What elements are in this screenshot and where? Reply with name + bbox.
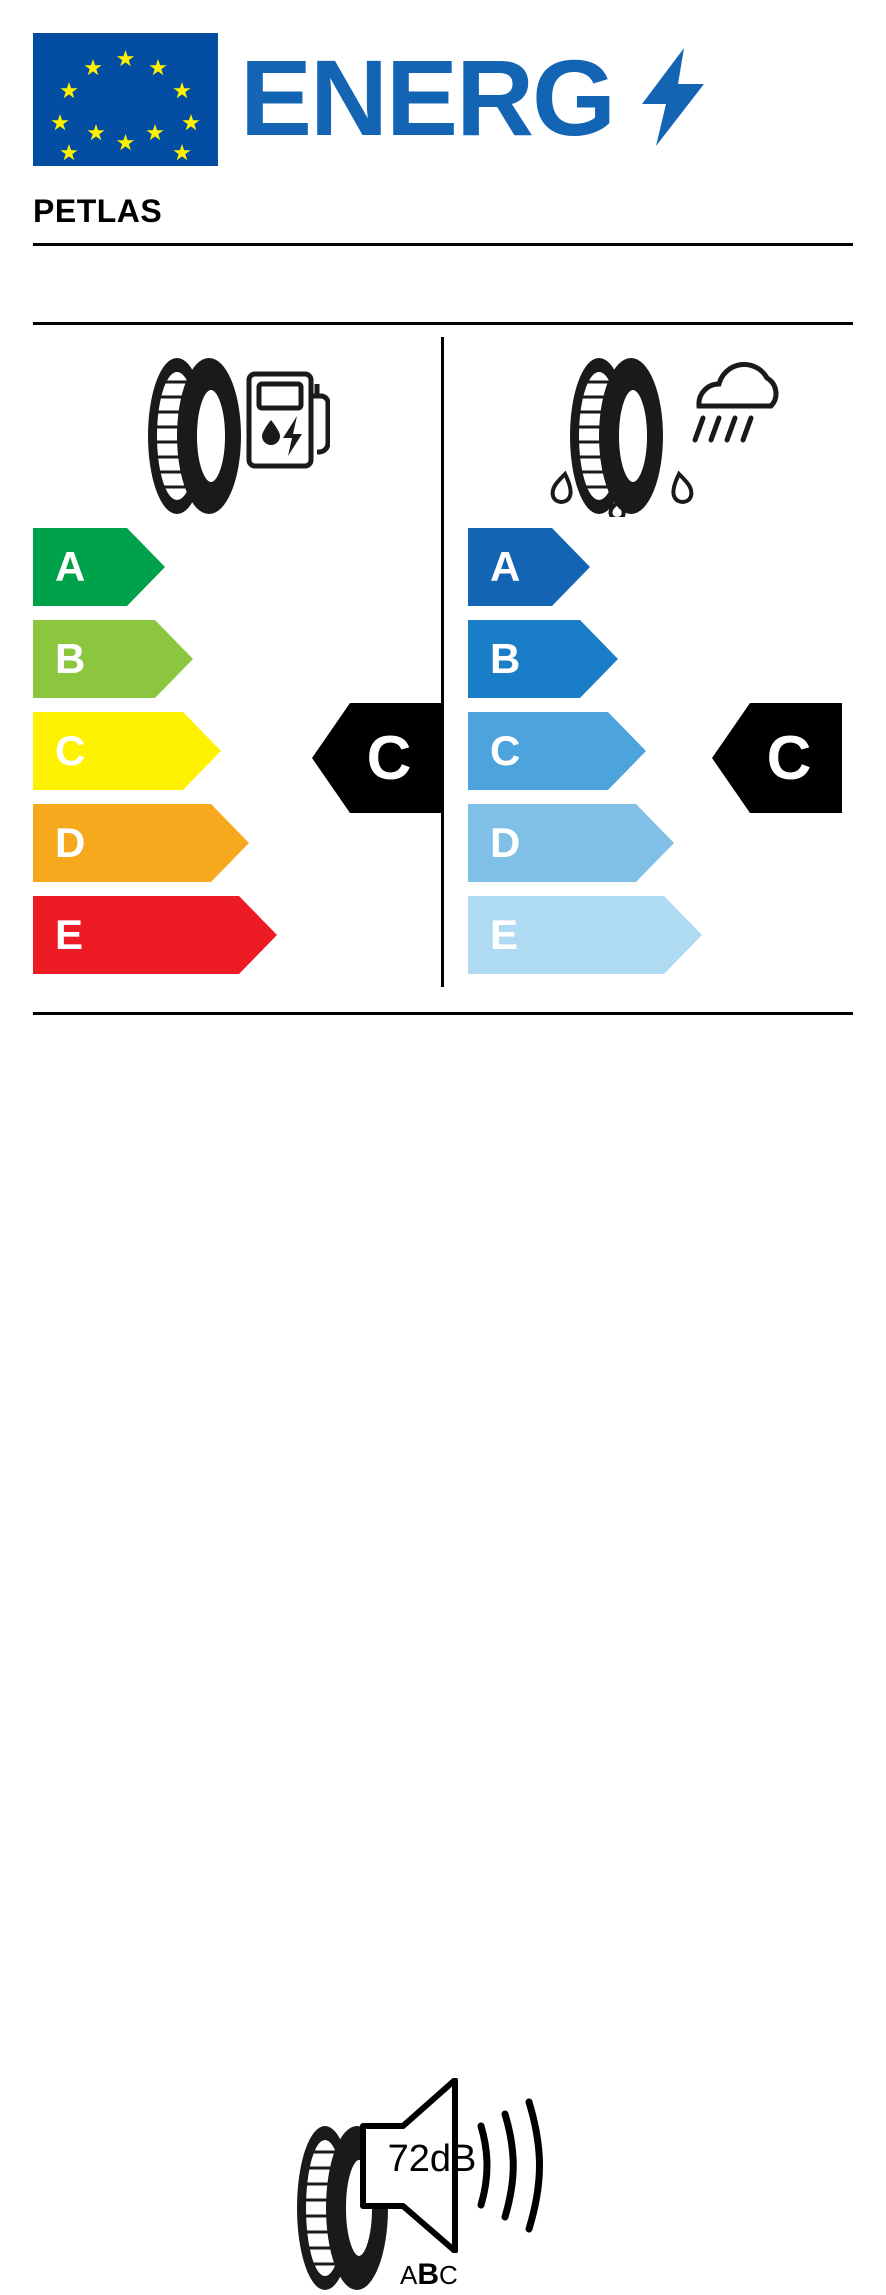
grade-letter-d: D [55, 819, 86, 866]
eu-flag [33, 33, 218, 166]
lightning-bolt-icon [642, 48, 704, 146]
noise-class-c: C [439, 2260, 458, 2290]
eu-stars-icon [33, 33, 218, 166]
noise-class-scale [400, 2258, 458, 2292]
grade-letter-e: E [55, 911, 84, 958]
noise-db-value: 72dB [387, 2138, 477, 2180]
fuel-result-arrow [312, 703, 442, 813]
divider-second [33, 322, 853, 325]
wet-bar-a [468, 528, 590, 606]
noise-class-b: B [417, 2258, 440, 2291]
brand-name: PETLAS [33, 193, 163, 229]
noise-class-a: A [400, 2260, 418, 2290]
energy-wordmark: ENERG [240, 37, 615, 158]
wet-result-arrow [712, 703, 842, 813]
fuel-efficiency-icon [125, 352, 330, 517]
grade-letter-b: B [55, 635, 86, 682]
noise-section [0, 1030, 886, 2291]
wet-letter-d: D [490, 819, 521, 866]
grade-letter-c: C [55, 727, 86, 774]
grade-bar-a [33, 528, 165, 606]
wet-grip-icon [527, 352, 792, 517]
divider-bottom [33, 1012, 853, 1015]
wet-letter-e: E [490, 911, 519, 958]
wet-letter-a: A [490, 543, 521, 590]
wet-letter-b: B [490, 635, 521, 682]
divider-vertical [441, 337, 444, 987]
wet-letter-c: C [490, 727, 521, 774]
fuel-result-letter: C [366, 723, 412, 793]
divider-top [33, 243, 853, 246]
wet-result-letter: C [766, 723, 812, 793]
grade-letter-a: A [55, 543, 86, 590]
